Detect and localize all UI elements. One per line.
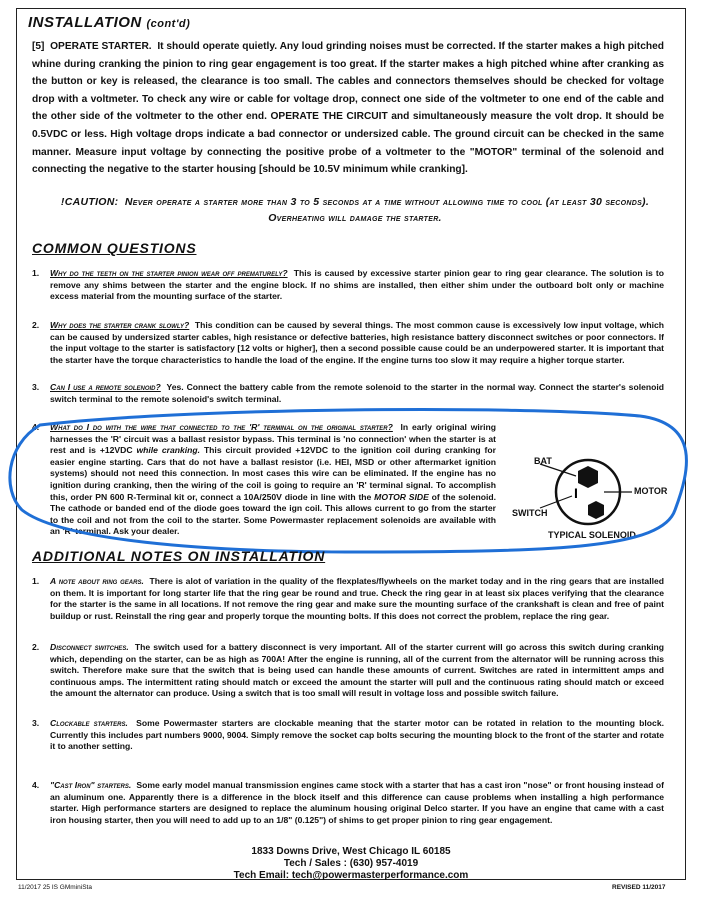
solenoid-caption: TYPICAL SOLENOID xyxy=(548,530,636,540)
additional-notes-heading: ADDITIONAL NOTES ON INSTALLATION xyxy=(32,548,326,564)
question-2: 2. Why does the starter crank slowly? This condition can be caused by several things. The most common cause is excessively low input voltage, which can be caused by undersized starter cables, high resistance or defective batteries, high resistance battery disconnect switches or poor connectors. If the input voltage to the starter is satisfactory [12 volts or higher], then a second possible cause could be an underpowered starter. It is important that the starter have the torque characteristics to handle the load of the engine. If the engine turns too slow it may require a higher torque starter. xyxy=(32,320,664,365)
footer-address: 1833 Downs Drive, West Chicago IL 60185 xyxy=(251,846,451,857)
question-1: 1. Why do the teeth on the starter pinion wear off prematurely? This is caused by excessive starter pinion gear to ring gear clearance. The solution is to remove any shims between the starter and the engine block. If no shims are installed, then either shim under the outboard bolt only or machine excess material from the mounting surface of the starter. xyxy=(32,268,664,302)
bat-label: BAT xyxy=(534,456,552,466)
question-3: 3. Can I use a remote solenoid? Yes. Connect the battery cable from the remote solenoid to the starter in the normal way. Connect the starter's solenoid switch terminal to the remote solenoid's switch terminal. xyxy=(32,382,665,404)
switch-terminal: I xyxy=(574,485,578,501)
switch-label: SWITCH xyxy=(512,508,548,518)
annotation-stroke xyxy=(10,410,687,552)
note-3: 3. Clockable starters. Some Powermaster starters are clockable meaning that the starter motor can be rotated in relation to the mounting block. Currently this includes part numbers 9000, 9004. Simply remove the socket cap bolts securing the mounting block to the front of the starter and rotate it to another setting. xyxy=(32,718,664,752)
caution-note: !CAUTION: Never operate a starter more than 3 to 5 seconds at a time without allowing time to cool (at least 30 seconds). Overheating will damage the starter. xyxy=(60,196,650,224)
motor-label: MOTOR xyxy=(634,486,668,496)
note-2: 2. Disconnect switches. The switch used for a battery disconnect is very important. All of the starter current will go across this switch during cranking which, depending on the starter, can be as high as 700A! After the engine is running, all of the current from the alternator will be running across this switch. Therefore make sure that the switch that is being used can handle these amounts of current. Switches are rated in intermittent amps and continuous amps. The intermittent rating should match or exceed the amount the starter will pull and the continuous rating should match or exceed the amount the alternator can produce. Using a switch that is too small will result in voltage loss and possible switch failure. xyxy=(32,642,664,699)
question-4: 4. What do I do with the wire that connected to the 'R' terminal on the original starter? In early original wiring harnesses the 'R' circuit was a ballast resistor bypass. This terminal is 'no connection' when the starter is at rest and is +12VDC while cranking. This circuit provided +12VDC to the ignition coil during cranking for easier engine starting. Cars that do not have a ballast resistor (i.e. HEI, MSD or other aftermarket ignition systems) should not need this connection. In most cases this wire can be eliminated. If the engine has no ignition during cranking, then the wiring of the coil is going to require an 'R' terminal signal. To accomplish this, order PN 600 R-Terminal kit or, connect a 10A/250V diode in line with the MOTOR SIDE of the solenoid. The cathode or banded end of the diode goes toward the ign coil. This allows current to go from the starter to the coil and not from the coil to the starter. Some Powermaster replacement solenoids are available with an 'R' terminal. Ask your dealer. xyxy=(32,422,497,537)
note-1: 1. A note about ring gears. There is alot of variation in the quality of the flexplates/flywheels on the market today and in the ring gears that are installed on them. It is important for long starter life that the ring gear be round and true. Check the ring gear in at least six places verifying that the clearance for the starter is the same in all locations. If not remove the ring gear and make sure the mounting surface of the crankshaft is clean and free of paint buildup or rust. Reinstall the ring gear and properly torque the mounting bolts. If this does not correct the problem, replace the ring gear. xyxy=(32,576,664,621)
document-code: 11/2017 25 IS GMminiSta xyxy=(18,884,92,891)
note-4: 4. "Cast Iron" starters. Some early model manual transmission engines came stock with a starter that has a cast iron "nose" or front housing instead of an aluminum one. Apparently there is a difference in the block itself and this difference can cause problems when installing a high performance starter. High performance starters are designed to replace the aluminum housing original Delco starter. If you have an engine that came with a cast iron housing starter, then you will need to add up to an 1/8" (0.125") of shims to get proper pinion to ring gear engagement. xyxy=(32,780,664,825)
step-5-paragraph: [5] OPERATE STARTER. It should operate quietly. Any loud grinding noises must be corrected. If the starter makes a high pitched whine during cranking the pinion to ring gear engagement is too great. If the starter makes a high pitched whine after cranking as the button or key is released, the clearance is too small. The cables and connectors themselves should be checked for voltage drop with a voltmeter. To check any wire or cable for voltage drop, connect one side of the voltmeter to one end of the cable and the other side of the voltmeter to the other end. OPERATE THE CIRCUIT and simultaneously measure the volt drop. It should be 0.5VDC or less. High voltage drops indicate a bad connector or undersized cable. The ground circuit can be checked in the same manner. Measure input voltage by connecting the positive probe of a voltmeter to the "MOTOR" terminal of the solenoid and connecting the negative to the starter housing [should be 10.5V minimum while cranking]. xyxy=(32,41,664,176)
common-questions-heading: COMMON QUESTIONS xyxy=(32,240,197,256)
footer-phone: Tech / Sales : (630) 957-4019 xyxy=(283,858,419,869)
installation-heading: INSTALLATION (cont'd) xyxy=(28,14,191,31)
revision-date: REVISED 11/2017 xyxy=(612,884,666,891)
footer-email: Tech Email: tech@powermasterperformance.com xyxy=(233,870,469,881)
